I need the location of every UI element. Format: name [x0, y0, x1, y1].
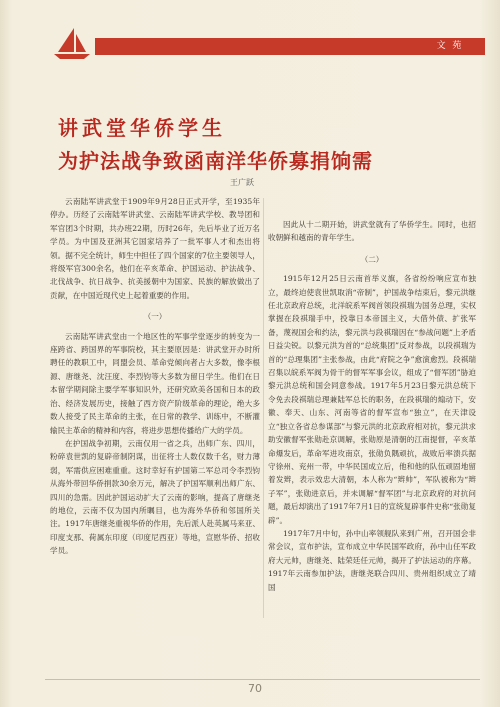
left-column	[50, 195, 260, 558]
paragraph: 云南陆军讲武堂于1909年9月28日正式开学，至1935年停办。历经了云南陆军讲武堂、云南陆军讲武学校、教导团和军官团3个时期，共办班22期，历时26年，先后毕业了近万名学员。为中国及亚洲其它国家培养了一批军事人才和杰出将领。据不完全统计，师生中担任了四个国家的7位主要领导人，将级军官300余名，他们在辛亥革命、护国运动、护法战争、北伐战争、抗日战争、抗美援朝中为国家、民族的解放做出了贡献，在中国近现代史上起着重要的作用。	[50, 197, 260, 300]
right-column	[268, 218, 476, 594]
page-number: 70	[248, 682, 262, 695]
article-author: 王广跃	[230, 178, 254, 187]
section-tag: 文 苑	[436, 41, 464, 51]
footer-rule	[45, 679, 480, 680]
paragraph: 在护国战争初期，云南仅用一省之兵，出师广东、四川，粉碎袁世凯的复辟帝制阴谋，出征将士人数仅数千名，财力薄弱，军需供应困难重重。这时幸好有护国第二军总司令李烈钧从海外带回华侨捐款30余万元，解决了护国军顺利出师广东、四川的急需。因此护国运动扩大了云南的影响，提高了唐继尧的地位，云南不仅为国内所瞩目，也为海外华侨和邻国所关注。1917年唐继尧重视华侨的作用，先后派人赴英属马来亚、印度支那、荷属东印度（印度尼西亚）等地，宣慰华侨、招收学员。	[50, 438, 260, 556]
section-heading: （一）	[143, 312, 167, 322]
column-divider	[263, 198, 264, 618]
sailboat-icon	[52, 26, 92, 62]
paragraph: 云南陆军讲武堂由一个地区性的军事学堂逐步的转变为一座跨省、跨国界的军事院校，其主要原因是：讲武堂开办时所聘任的教职工中，同盟会员、革命党倾向者占大多数，像李根源、唐继尧、沈汪度、李烈钧等大多数为留日学生。他们在日本留学期间除主要学军事知识外，还研究欧美各国和日本的政治、经济发展历史，接触了西方资产阶级革命的理论，绝大多数人接受了民主革命的主张，在日常的教学、训练中，不断灌输民主革命的精神和内容，将进步思想传播给广大的学员。	[50, 331, 260, 435]
paragraph: 1915年12月25日云南首举义旗，各省纷纷响应宣布独立，最终迫使袁世凯取消“帝制”，护国战争结束后，黎元洪继任北京政府总统，北洋皖系军阀首领段祺瑞为国务总理，实权掌握在段祺瑞手中，投靠日本帝国主义，大借外债、扩张军备，蔑视国会和约法，黎元洪与段祺瑞因在“参战问题”上矛盾日益尖锐。以黎元洪为首的“总统集团”反对参战，以段祺瑞为首的“总理集团”主张参战，由此“府院之争”愈演愈烈。段祺瑞召集以皖系军阀为骨干的督军军事会议，组成了“督军团”胁迫黎元洪总统和国会同意参战。1917年5月23日黎元洪总统下令免去段祺瑞总理兼陆军总长的职务，在段祺瑞的煽动下，安徽、奉天、山东、河南等省的督军宣布“独立”，在天津设立“独立各省总参谋部”与黎元洪的北京政府相对抗，黎元洪求助安徽督军张勋赴京调解，张勋原是清朝的江南提督，辛亥革命爆发后，革命军进攻南京，张勋负隅顽抗，战败后率溃兵据守徐州、兖州一带，中华民国成立后，他和他的队伍顽固地留着发辫，表示效忠大清朝，本人称为“辫帅”，军队被称为“辫子军”，张勋进京后，并未调解“督军团”与北京政府的对抗问题，最后却演出了1917年7月1日的宣统复辟事件史称“张勋复辟”。	[268, 274, 476, 525]
article-title-line1: 讲武堂华侨学生	[58, 116, 226, 140]
article-title-line2: 为护法战争致函南洋华侨募捐饷需	[58, 149, 373, 173]
paragraph: 1917年7月中旬，孙中山率领舰队来到广州，召开国会非常会议，宣布护法，宣布成立中华民国军政府，孙中山任军政府大元帅，唐继尧、陆荣廷任元帅，揭开了护法运动的序幕。1917年云南参加护法，唐继尧联合四川、贵州组织成立了靖国	[268, 528, 476, 592]
section-heading: （二）	[360, 254, 384, 264]
paragraph: 因此从十二期开始，讲武堂就有了华侨学生。同时，也招收朝鲜和越南的青年学生。	[268, 220, 476, 243]
